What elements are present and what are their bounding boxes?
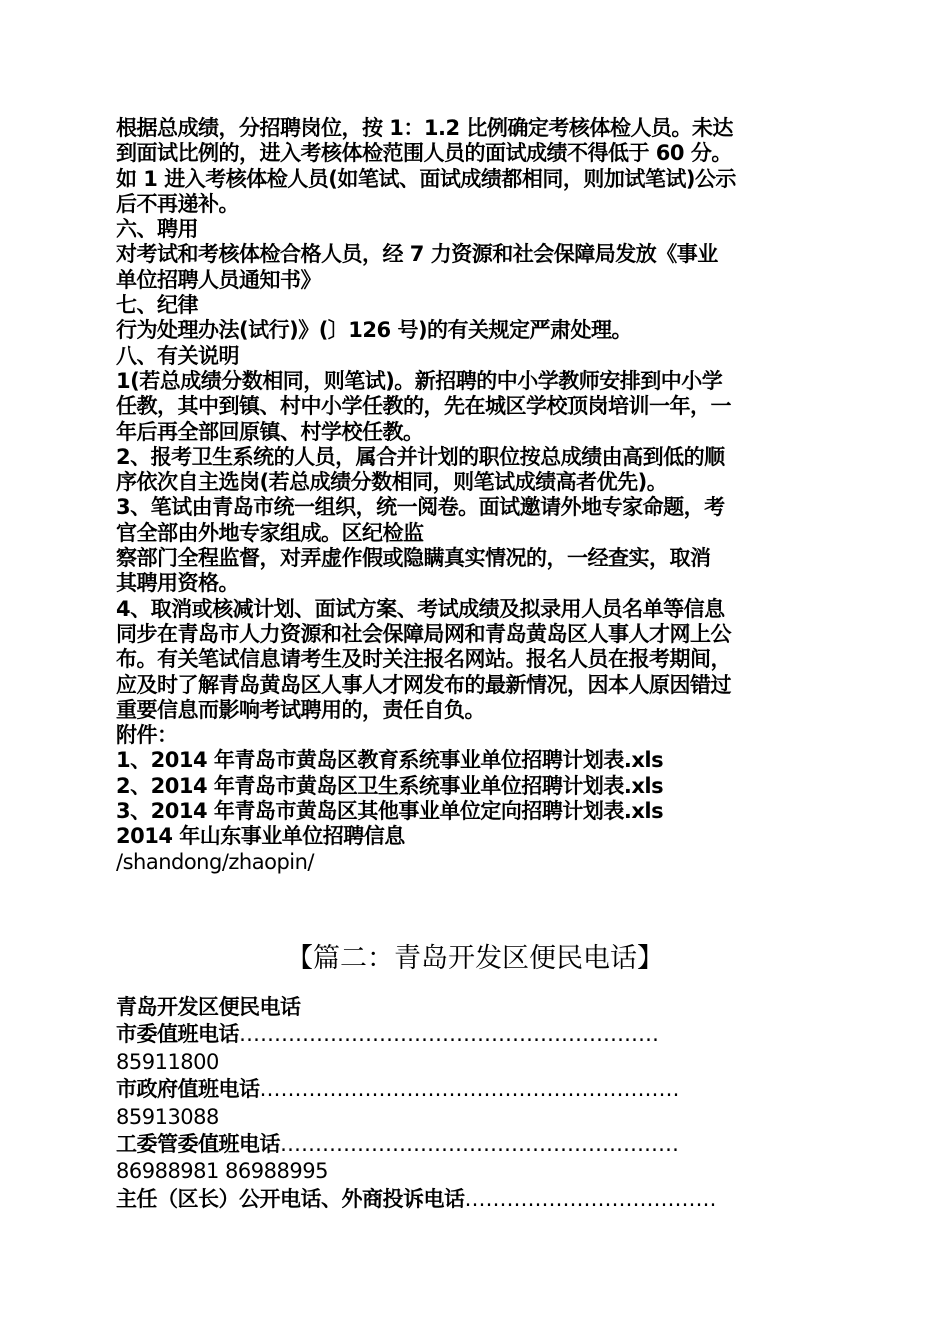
text-line: 年后再全部回原镇、村学校任教。 [116,419,424,444]
part1-body [116,116,838,875]
text-line: 其聘用资格。 [116,571,239,596]
phone-entry-label: 市政府值班电话…………………………………………………… [116,1077,680,1102]
attachment-item: 3、2014 年青岛市黄岛区其他事业单位定向招聘计划表.xls [116,799,664,824]
text-line: 2014 年山东事业单位招聘信息 [116,824,405,849]
text-line: 应及时了解青岛黄岛区人事人才网发布的最新情况，因本人原因错过 [116,672,731,697]
phone-entry-label: 主任（区长）公开电话、外商投诉电话……………………………… [116,1186,717,1211]
text-line: 到面试比例的，进入考核体检范围人员的面试成绩不得低于 60 分。 [116,141,732,166]
text-line: 同步在青岛市人力资源和社会保障局网和青岛黄岛区人事人才网上公 [116,621,731,646]
attachment-item: 2、2014 年青岛市黄岛区卫生系统事业单位招聘计划表.xls [116,773,664,798]
text-line: 1(若总成绩分数相同，则笔试)。新招聘的中小学教师安排到中小学 [116,368,723,393]
text-line: 根据总成绩，分招聘岗位，按 1：1.2 比例确定考核体检人员。未达 [116,116,733,140]
section-heading-discipline: 七、纪律 [116,293,198,318]
text-line: 任教，其中到镇、村中小学任教的，先在城区学校顶岗培训一年，一 [116,394,731,419]
text-line: 4、取消或核减计划、面试方案、考试成绩及拟录用人员名单等信息 [116,596,725,621]
text-line: 重要信息而影响考试聘用的，责任自负。 [116,697,485,722]
phone-entry-label: 工委管委值班电话………………………………………………… [116,1132,679,1157]
attachment-item: 1、2014 年青岛市黄岛区教育系统事业单位招聘计划表.xls [116,748,664,773]
part2-title: 青岛开发区便民电话 [116,995,301,1019]
text-line: 如 1 进入考核体检人员(如笔试、面试成绩都相同，则加试笔试)公示 [116,166,736,191]
text-line: 察部门全程监督，对弄虚作假或隐瞒真实情况的，一经查实，取消 [116,546,711,571]
phone-entry-label: 市委值班电话…………………………………………………… [116,1022,659,1047]
section-heading-hire: 六、聘用 [116,217,198,242]
text-line: 后不再递补。 [116,191,239,216]
text-line: 行为处理办法(试行)》(〕126 号)的有关规定严肃处理。 [116,318,633,343]
text-line: 序依次自主选岗(若总成绩分数相同，则笔试成绩高者优先)。 [116,470,668,495]
text-line: 布。有关笔试信息请考生及时关注报名网站。报名人员在报考期间， [116,647,731,672]
phone-number: 85913088 [116,1104,219,1129]
text-line: 2、报考卫生系统的人员，属合并计划的职位按总成绩由高到低的顺 [116,444,725,469]
text-line: 对考试和考核体检合格人员，经 7 力资源和社会保障局发放《事业 [116,242,718,267]
part2-heading: 【篇二：青岛开发区便民电话】 [286,943,664,974]
url-path: /shandong/zhaopin/ [116,849,314,874]
text-line: 3、笔试由青岛市统一组织，统一阅卷。面试邀请外地专家命题，考 [116,495,725,520]
text-line: 单位招聘人员通知书》 [116,267,321,292]
text-line: 官全部由外地专家组成。区纪检监 [116,520,424,545]
phone-number: 86988981 86988995 [116,1159,328,1184]
section-heading-notes: 八、有关说明 [116,343,239,368]
part2-body [116,994,838,1213]
phone-number: 85911800 [116,1049,219,1074]
attachments-heading: 附件： [116,723,178,748]
